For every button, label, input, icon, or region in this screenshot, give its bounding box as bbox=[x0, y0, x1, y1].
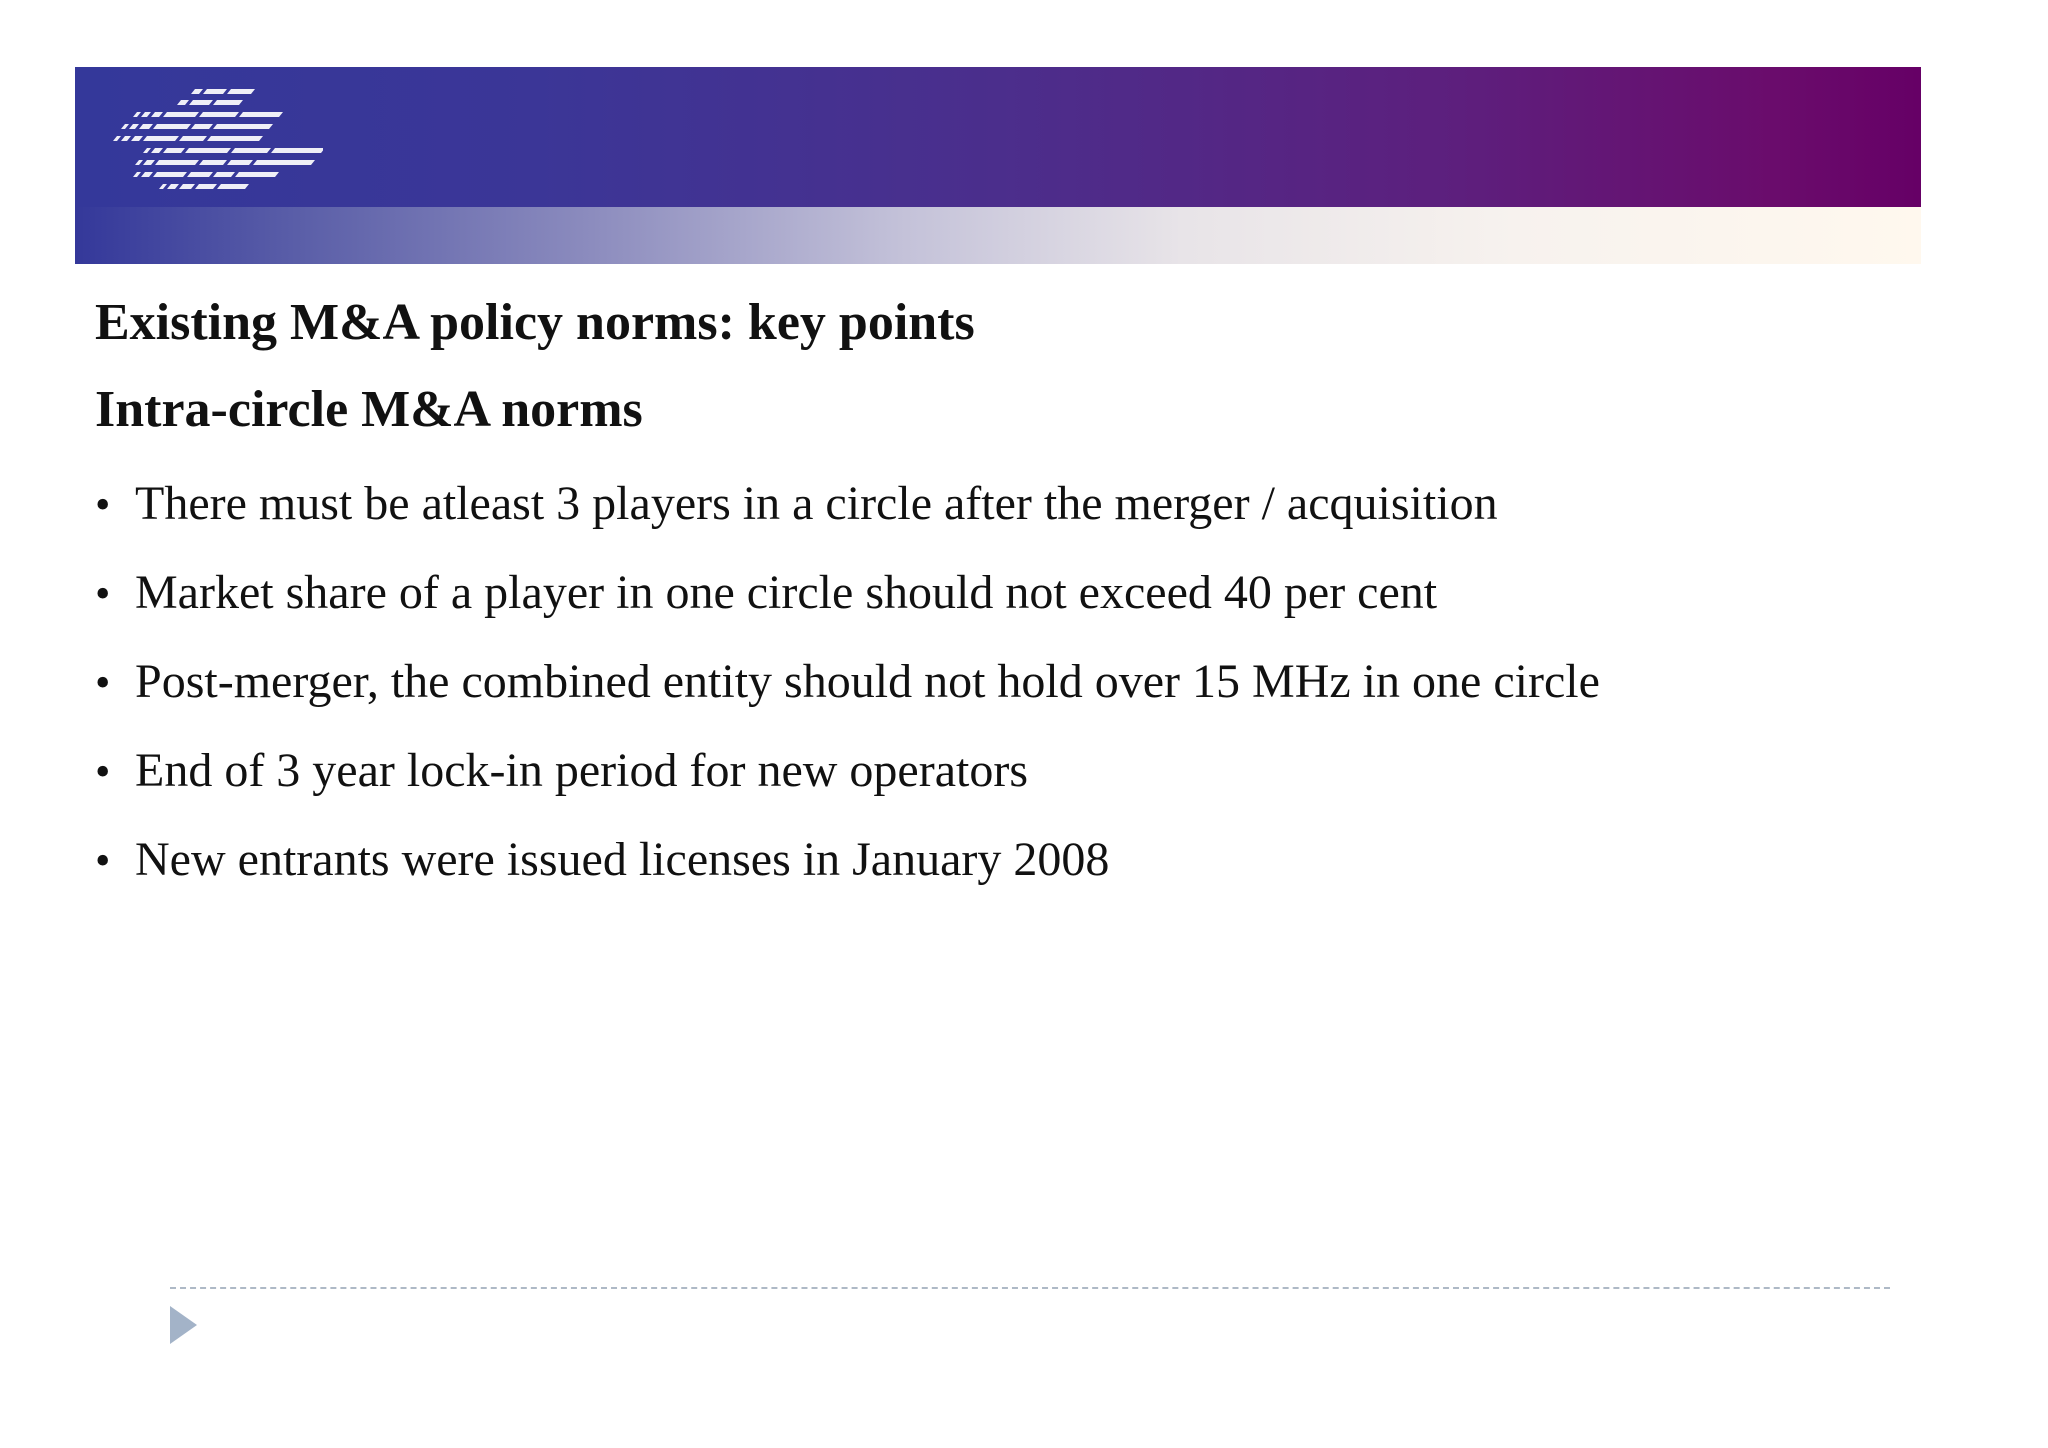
slide-title: Existing M&A policy norms: key points bbox=[95, 294, 975, 351]
bullet-item bbox=[95, 727, 1895, 816]
banner-gradient-band bbox=[75, 207, 1921, 264]
footer-divider bbox=[170, 1287, 1890, 1289]
bullet-dot: • bbox=[95, 747, 111, 796]
bullet-list bbox=[95, 460, 1895, 905]
bullet-text: End of 3 year lock-in period for new operators bbox=[135, 744, 1029, 797]
bullet-text: Market share of a player in one circle should not exceed 40 per cent bbox=[135, 566, 1438, 619]
play-triangle-icon bbox=[170, 1306, 197, 1344]
header-banner bbox=[75, 67, 1921, 264]
bullet-item bbox=[95, 816, 1895, 905]
bullet-text: New entrants were issued licenses in January 2008 bbox=[135, 833, 1110, 886]
bullet-dot: • bbox=[95, 480, 111, 529]
banner-top-band bbox=[75, 67, 1921, 207]
bullet-text: There must be atleast 3 players in a circle after the merger / acquisition bbox=[135, 477, 1498, 530]
bullet-dot: • bbox=[95, 658, 111, 707]
striped-emblem-logo bbox=[103, 87, 323, 197]
section-heading: Intra-circle M&A norms bbox=[95, 381, 643, 438]
bullet-item bbox=[95, 460, 1895, 549]
bullet-item bbox=[95, 549, 1895, 638]
bullet-dot: • bbox=[95, 836, 111, 885]
bullet-text: Post-merger, the combined entity should not hold over 15 MHz in one circle bbox=[135, 655, 1600, 708]
bullet-dot: • bbox=[95, 569, 111, 618]
bullet-item bbox=[95, 638, 1895, 727]
slide-content bbox=[95, 282, 1895, 905]
